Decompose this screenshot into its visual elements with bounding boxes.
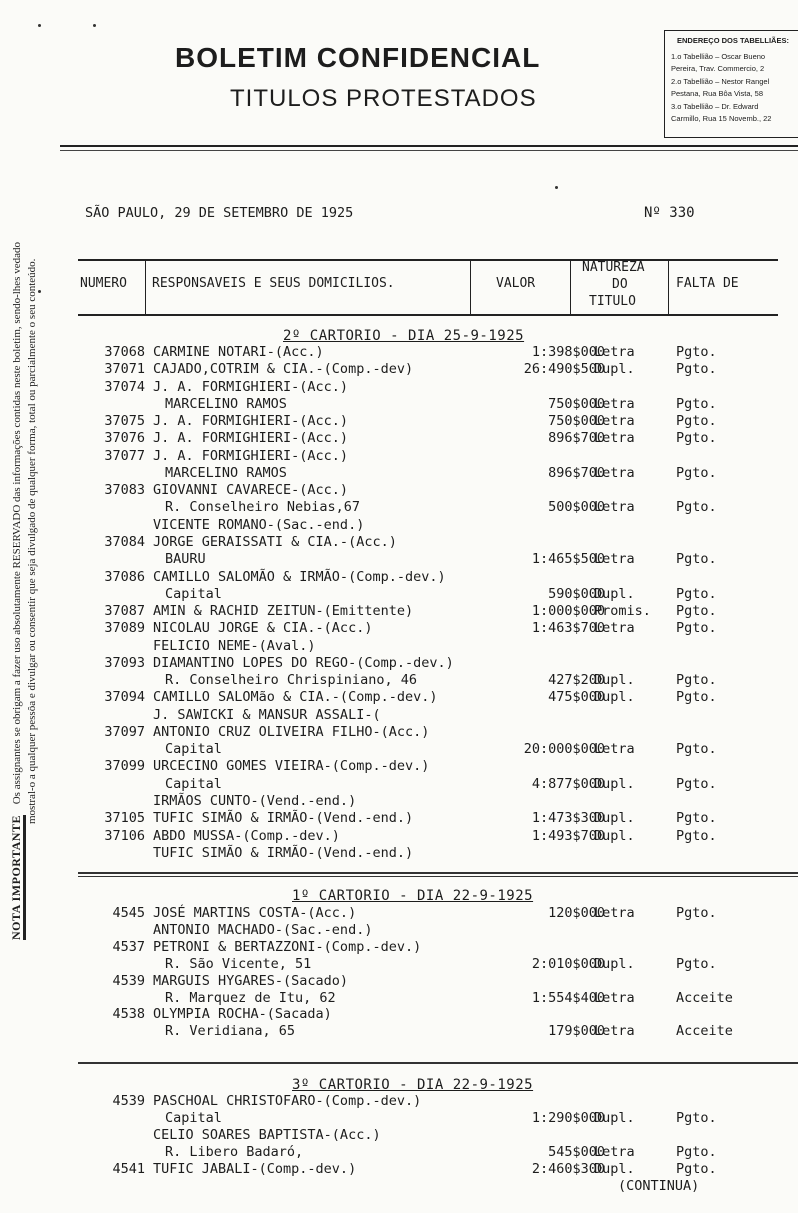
table-row (0, 620, 798, 637)
row-nature: Letra (594, 620, 635, 637)
row-number: 4537 (112, 938, 145, 955)
table-row (0, 1127, 798, 1144)
address-line: Carmillo, Rua 15 Novemb., 22 (671, 114, 772, 123)
row-responsible: J. SAWICKI & MANSUR ASSALI-( (153, 706, 381, 723)
row-responsible: J. A. FORMIGHIERI-(Acc.) (153, 378, 349, 395)
address-box (664, 30, 798, 138)
side-note-text-1: Os assignantes se obrigam a fazer uso absolutamente RESERVADO das informações contidas neste boletim, sendo-lhes vedado (11, 242, 23, 805)
row-value: 179$000 (548, 1023, 605, 1040)
row-nature: Dupl. (594, 1110, 635, 1126)
column-divider (470, 259, 471, 315)
row-domicile: R. Veridiana, 65 (165, 1023, 296, 1040)
table-row (0, 828, 798, 845)
row-nature: Letra (594, 989, 635, 1006)
row-number: 37105 (104, 810, 145, 827)
row-value: 590$000 (548, 585, 605, 602)
row-domicile: Capital (165, 741, 222, 758)
row-responsible: ANTONIO CRUZ OLIVEIRA FILHO-(Acc.) (153, 723, 430, 740)
row-responsible: PASCHOAL CHRISTOFARO-(Comp.-dev.) (153, 1093, 422, 1109)
address-line: Pereira, Trav. Commercio, 2 (671, 64, 765, 73)
column-divider (668, 259, 669, 315)
table-row (0, 499, 798, 516)
row-responsible: NICOLAU JORGE & CIA.-(Acc.) (153, 620, 373, 637)
row-number: 37099 (104, 758, 145, 775)
row-number: 4538 (112, 1006, 145, 1023)
row-nature: Dupl. (594, 810, 635, 827)
row-falta: Pgto. (676, 620, 717, 637)
table-row (0, 465, 798, 482)
row-number: 37076 (104, 430, 145, 447)
row-falta: Pgto. (676, 672, 717, 689)
row-value: 1:000$000 (531, 603, 605, 620)
table-row (0, 776, 798, 793)
row-falta: Pgto. (676, 361, 717, 378)
table-row (0, 655, 798, 672)
table-row (0, 448, 798, 465)
row-domicile: Capital (165, 585, 222, 602)
row-falta: Pgto. (676, 464, 717, 481)
continued-note: (CONTINUA) (618, 1178, 700, 1194)
row-domicile: R. Libero Badaró, (165, 1144, 304, 1160)
column-divider (570, 259, 571, 315)
row-nature: Dupl. (594, 775, 635, 792)
col-header-natureza-do: DO (612, 277, 628, 292)
row-number: 37106 (104, 827, 145, 844)
row-number: 4539 (112, 972, 145, 989)
row-nature: Promis. (594, 603, 651, 620)
row-domicile: R. Marquez de Itu, 62 (165, 989, 336, 1006)
row-domicile: R. São Vicente, 51 (165, 955, 312, 972)
row-responsible: TUFIC SIMÃO & IRMÃO-(Vend.-end.) (153, 810, 414, 827)
row-nature: Dupl. (594, 585, 635, 602)
table-row (0, 379, 798, 396)
row-number: 4539 (112, 1093, 145, 1109)
table-row (0, 638, 798, 655)
row-value: 500$000 (548, 499, 605, 516)
row-nature: Dupl. (594, 827, 635, 844)
row-falta: Pgto. (676, 689, 717, 706)
row-falta: Pgto. (676, 499, 717, 516)
col-header-falta: FALTA DE (676, 276, 739, 291)
table-row (0, 569, 798, 586)
table-row (0, 922, 798, 939)
row-number: 37075 (104, 413, 145, 430)
row-value: 20:000$000 (523, 741, 605, 758)
row-value: 545$000 (548, 1144, 605, 1160)
row-value: 750$000 (548, 395, 605, 412)
row-responsible: VICENTE ROMANO-(Sac.-end.) (153, 516, 365, 533)
row-number: 4545 (112, 905, 145, 921)
row-responsible: J. A. FORMIGHIERI-(Acc.) (153, 413, 349, 430)
row-nature: Letra (594, 413, 635, 430)
row-nature: Letra (594, 741, 635, 758)
row-value: 896$700 (548, 430, 605, 447)
row-nature: Dupl. (594, 361, 635, 378)
table-row (0, 689, 798, 706)
table-row (0, 430, 798, 447)
table-row (0, 534, 798, 551)
bulletin-number: Nº 330 (644, 205, 695, 221)
row-responsible: CAJADO,COTRIM & CIA.-(Comp.-dev) (153, 361, 414, 378)
col-header-numero: NUMERO (80, 276, 127, 291)
table-row (0, 1006, 798, 1023)
row-domicile: R. Conselheiro Nebias,67 (165, 499, 361, 516)
row-falta: Acceite (676, 1023, 733, 1040)
row-responsible: ANTONIO MACHADO-(Sac.-end.) (153, 921, 373, 938)
table-row (0, 1144, 798, 1161)
row-falta: Pgto. (676, 775, 717, 792)
table-row (0, 413, 798, 430)
row-number: 37074 (104, 378, 145, 395)
row-value: 4:877$000 (531, 775, 605, 792)
table-row (0, 810, 798, 827)
table-row (0, 551, 798, 568)
section-separator-thin (78, 876, 798, 877)
print-speck (93, 24, 96, 27)
row-responsible: TUFIC SIMÃO & IRMÃO-(Vend.-end.) (153, 844, 414, 861)
row-responsible: MARGUIS HYGARES-(Sacado) (153, 972, 349, 989)
row-falta: Acceite (676, 989, 733, 1006)
row-nature: Letra (594, 1144, 635, 1160)
bulletin-subtitle: TITULOS PROTESTADOS (230, 85, 537, 112)
header-rule-thin (60, 150, 798, 151)
row-nature: Letra (594, 499, 635, 516)
table-header-top-rule (78, 259, 778, 261)
row-domicile: MARCELINO RAMOS (165, 464, 287, 481)
row-responsible: CARMINE NOTARI-(Acc.) (153, 344, 324, 360)
row-domicile: Capital (165, 1110, 222, 1126)
row-number: 37083 (104, 482, 145, 499)
row-domicile: MARCELINO RAMOS (165, 395, 287, 412)
table-row (0, 905, 798, 922)
dateline: SÃO PAULO, 29 DE SETEMBRO DE 1925 (85, 205, 354, 221)
print-speck (555, 186, 558, 189)
table-row (0, 758, 798, 775)
row-responsible: URCECINO GOMES VIEIRA-(Comp.-dev.) (153, 758, 430, 775)
bulletin-title: BOLETIM CONFIDENCIAL (175, 42, 541, 73)
row-responsible: AMIN & RACHID ZEITUN-(Emittente) (153, 603, 414, 620)
table-row (0, 361, 798, 378)
row-value: 120$000 (548, 905, 605, 921)
row-value: 1:290$000 (531, 1110, 605, 1126)
row-falta: Pgto. (676, 603, 717, 620)
print-speck (38, 290, 41, 293)
row-responsible: PETRONI & BERTAZZONI-(Comp.-dev.) (153, 938, 422, 955)
row-falta: Pgto. (676, 585, 717, 602)
row-nature: Dupl. (594, 955, 635, 972)
address-line: 1.o Tabellião – Oscar Bueno (671, 51, 766, 61)
row-value: 1:398$000 (531, 344, 605, 360)
row-responsible: JOSÉ MARTINS COSTA-(Acc.) (153, 905, 357, 921)
row-number: 37071 (104, 361, 145, 378)
row-responsible: OLYMPIA ROCHA-(Sacada) (153, 1006, 332, 1023)
col-header-valor: VALOR (496, 276, 536, 291)
row-responsible: J. A. FORMIGHIERI-(Acc.) (153, 447, 349, 464)
row-falta: Pgto. (676, 955, 717, 972)
row-domicile: Capital (165, 775, 222, 792)
section-heading-2-cartorio: 2º CARTORIO - DIA 25-9-1925 (283, 328, 525, 344)
table-row (0, 586, 798, 603)
table-row (0, 517, 798, 534)
section-separator (78, 1062, 798, 1064)
row-value: 1:493$700 (531, 827, 605, 844)
row-value: 2:460$300 (531, 1161, 605, 1177)
col-header-natureza: NATUREZA (582, 260, 645, 275)
row-nature: Letra (594, 430, 635, 447)
row-number: 37093 (104, 654, 145, 671)
row-number: 37087 (104, 603, 145, 620)
side-note-text-2: mostral-o a qualquer pessôa e divulgar ou consentir que seja divulgado de qualquer forma, total ou parcialmente o seu conteúdo. (26, 258, 38, 824)
row-number: 37089 (104, 620, 145, 637)
table-row (0, 724, 798, 741)
table-row (0, 1161, 798, 1178)
col-header-natureza-titulo: TITULO (589, 294, 636, 309)
address-line: Pestana, Rua Bôa Vista, 58 (671, 89, 764, 98)
row-responsible: GIOVANNI CAVARECE-(Acc.) (153, 482, 349, 499)
address-line: 3.o Tabellião – Dr. Edward (671, 101, 759, 111)
row-nature: Letra (594, 1023, 635, 1040)
row-nature: Letra (594, 395, 635, 412)
row-value: 26:490$500 (523, 361, 605, 378)
side-note-warning: NOTA IMPORTANTE (10, 815, 26, 940)
row-value: 2:010$000 (531, 955, 605, 972)
row-responsible: CAMILLO SALOMÃO & IRMÃO-(Comp.-dev.) (153, 568, 446, 585)
table-row (0, 344, 798, 361)
row-domicile: R. Conselheiro Chrispiniano, 46 (165, 672, 417, 689)
section-heading-1-cartorio: 1º CARTORIO - DIA 22-9-1925 (292, 888, 534, 904)
row-responsible: JORGE GERAISSATI & CIA.-(Acc.) (153, 533, 397, 550)
row-nature: Dupl. (594, 672, 635, 689)
print-speck (38, 24, 41, 27)
row-falta: Pgto. (676, 413, 717, 430)
row-number: 37077 (104, 447, 145, 464)
table-row (0, 741, 798, 758)
row-value: 1:554$400 (531, 989, 605, 1006)
row-falta: Pgto. (676, 395, 717, 412)
row-responsible: CAMILLO SALOMão & CIA.-(Comp.-dev.) (153, 689, 438, 706)
header-rule (60, 145, 798, 147)
row-number: 37097 (104, 723, 145, 740)
row-number: 37086 (104, 568, 145, 585)
row-responsible: FELICIO NEME-(Aval.) (153, 637, 316, 654)
row-number: 4541 (112, 1161, 145, 1177)
row-value: 1:463$700 (531, 620, 605, 637)
table-header-bottom-rule (78, 314, 778, 316)
table-row (0, 990, 798, 1007)
table-row (0, 396, 798, 413)
table-row (0, 1093, 798, 1110)
row-responsible: ABDO MUSSA-(Comp.-dev.) (153, 827, 340, 844)
table-row (0, 845, 798, 862)
row-falta: Pgto. (676, 810, 717, 827)
address-box-title: ENDEREÇO DOS TABELLIÃES: (677, 36, 789, 45)
row-value: 427$200 (548, 672, 605, 689)
table-row (0, 1110, 798, 1127)
row-value: 1:473$300 (531, 810, 605, 827)
row-nature: Letra (594, 905, 635, 921)
table-row (0, 1023, 798, 1040)
row-value: 750$000 (548, 413, 605, 430)
row-falta: Pgto. (676, 905, 717, 921)
row-nature: Letra (594, 344, 635, 360)
table-row (0, 707, 798, 724)
row-responsible: IRMÃOS CUNTO-(Vend.-end.) (153, 793, 357, 810)
row-value: 1:465$500 (531, 551, 605, 568)
row-nature: Dupl. (594, 1161, 635, 1177)
table-row (0, 793, 798, 810)
row-nature: Letra (594, 464, 635, 481)
table-row (0, 482, 798, 499)
row-number: 37094 (104, 689, 145, 706)
row-value: 896$700 (548, 464, 605, 481)
address-line: 2.o Tabellião – Nestor Rangel (671, 76, 770, 86)
row-falta: Pgto. (676, 1110, 717, 1126)
row-falta: Pgto. (676, 344, 717, 360)
row-responsible: TUFIC JABALI-(Comp.-dev.) (153, 1161, 357, 1177)
row-number: 37084 (104, 533, 145, 550)
table-row (0, 603, 798, 620)
column-divider (145, 259, 146, 315)
section-heading-3-cartorio: 3º CARTORIO - DIA 22-9-1925 (292, 1077, 534, 1093)
row-responsible: J. A. FORMIGHIERI-(Acc.) (153, 430, 349, 447)
row-falta: Pgto. (676, 827, 717, 844)
col-header-responsaveis: RESPONSAVEIS E SEUS DOMICILIOS. (152, 276, 395, 291)
row-responsible: CELIO SOARES BAPTISTA-(Acc.) (153, 1127, 381, 1143)
row-falta: Pgto. (676, 551, 717, 568)
row-responsible: DIAMANTINO LOPES DO REGO-(Comp.-dev.) (153, 654, 454, 671)
table-row (0, 956, 798, 973)
row-falta: Pgto. (676, 1161, 717, 1177)
section-separator (78, 872, 798, 874)
table-row (0, 672, 798, 689)
table-row (0, 939, 798, 956)
table-row (0, 973, 798, 990)
row-value: 475$000 (548, 689, 605, 706)
row-falta: Pgto. (676, 430, 717, 447)
row-number: 37068 (104, 344, 145, 360)
row-nature: Dupl. (594, 689, 635, 706)
row-nature: Letra (594, 551, 635, 568)
row-domicile: BAURU (165, 551, 206, 568)
row-falta: Pgto. (676, 1144, 717, 1160)
row-falta: Pgto. (676, 741, 717, 758)
